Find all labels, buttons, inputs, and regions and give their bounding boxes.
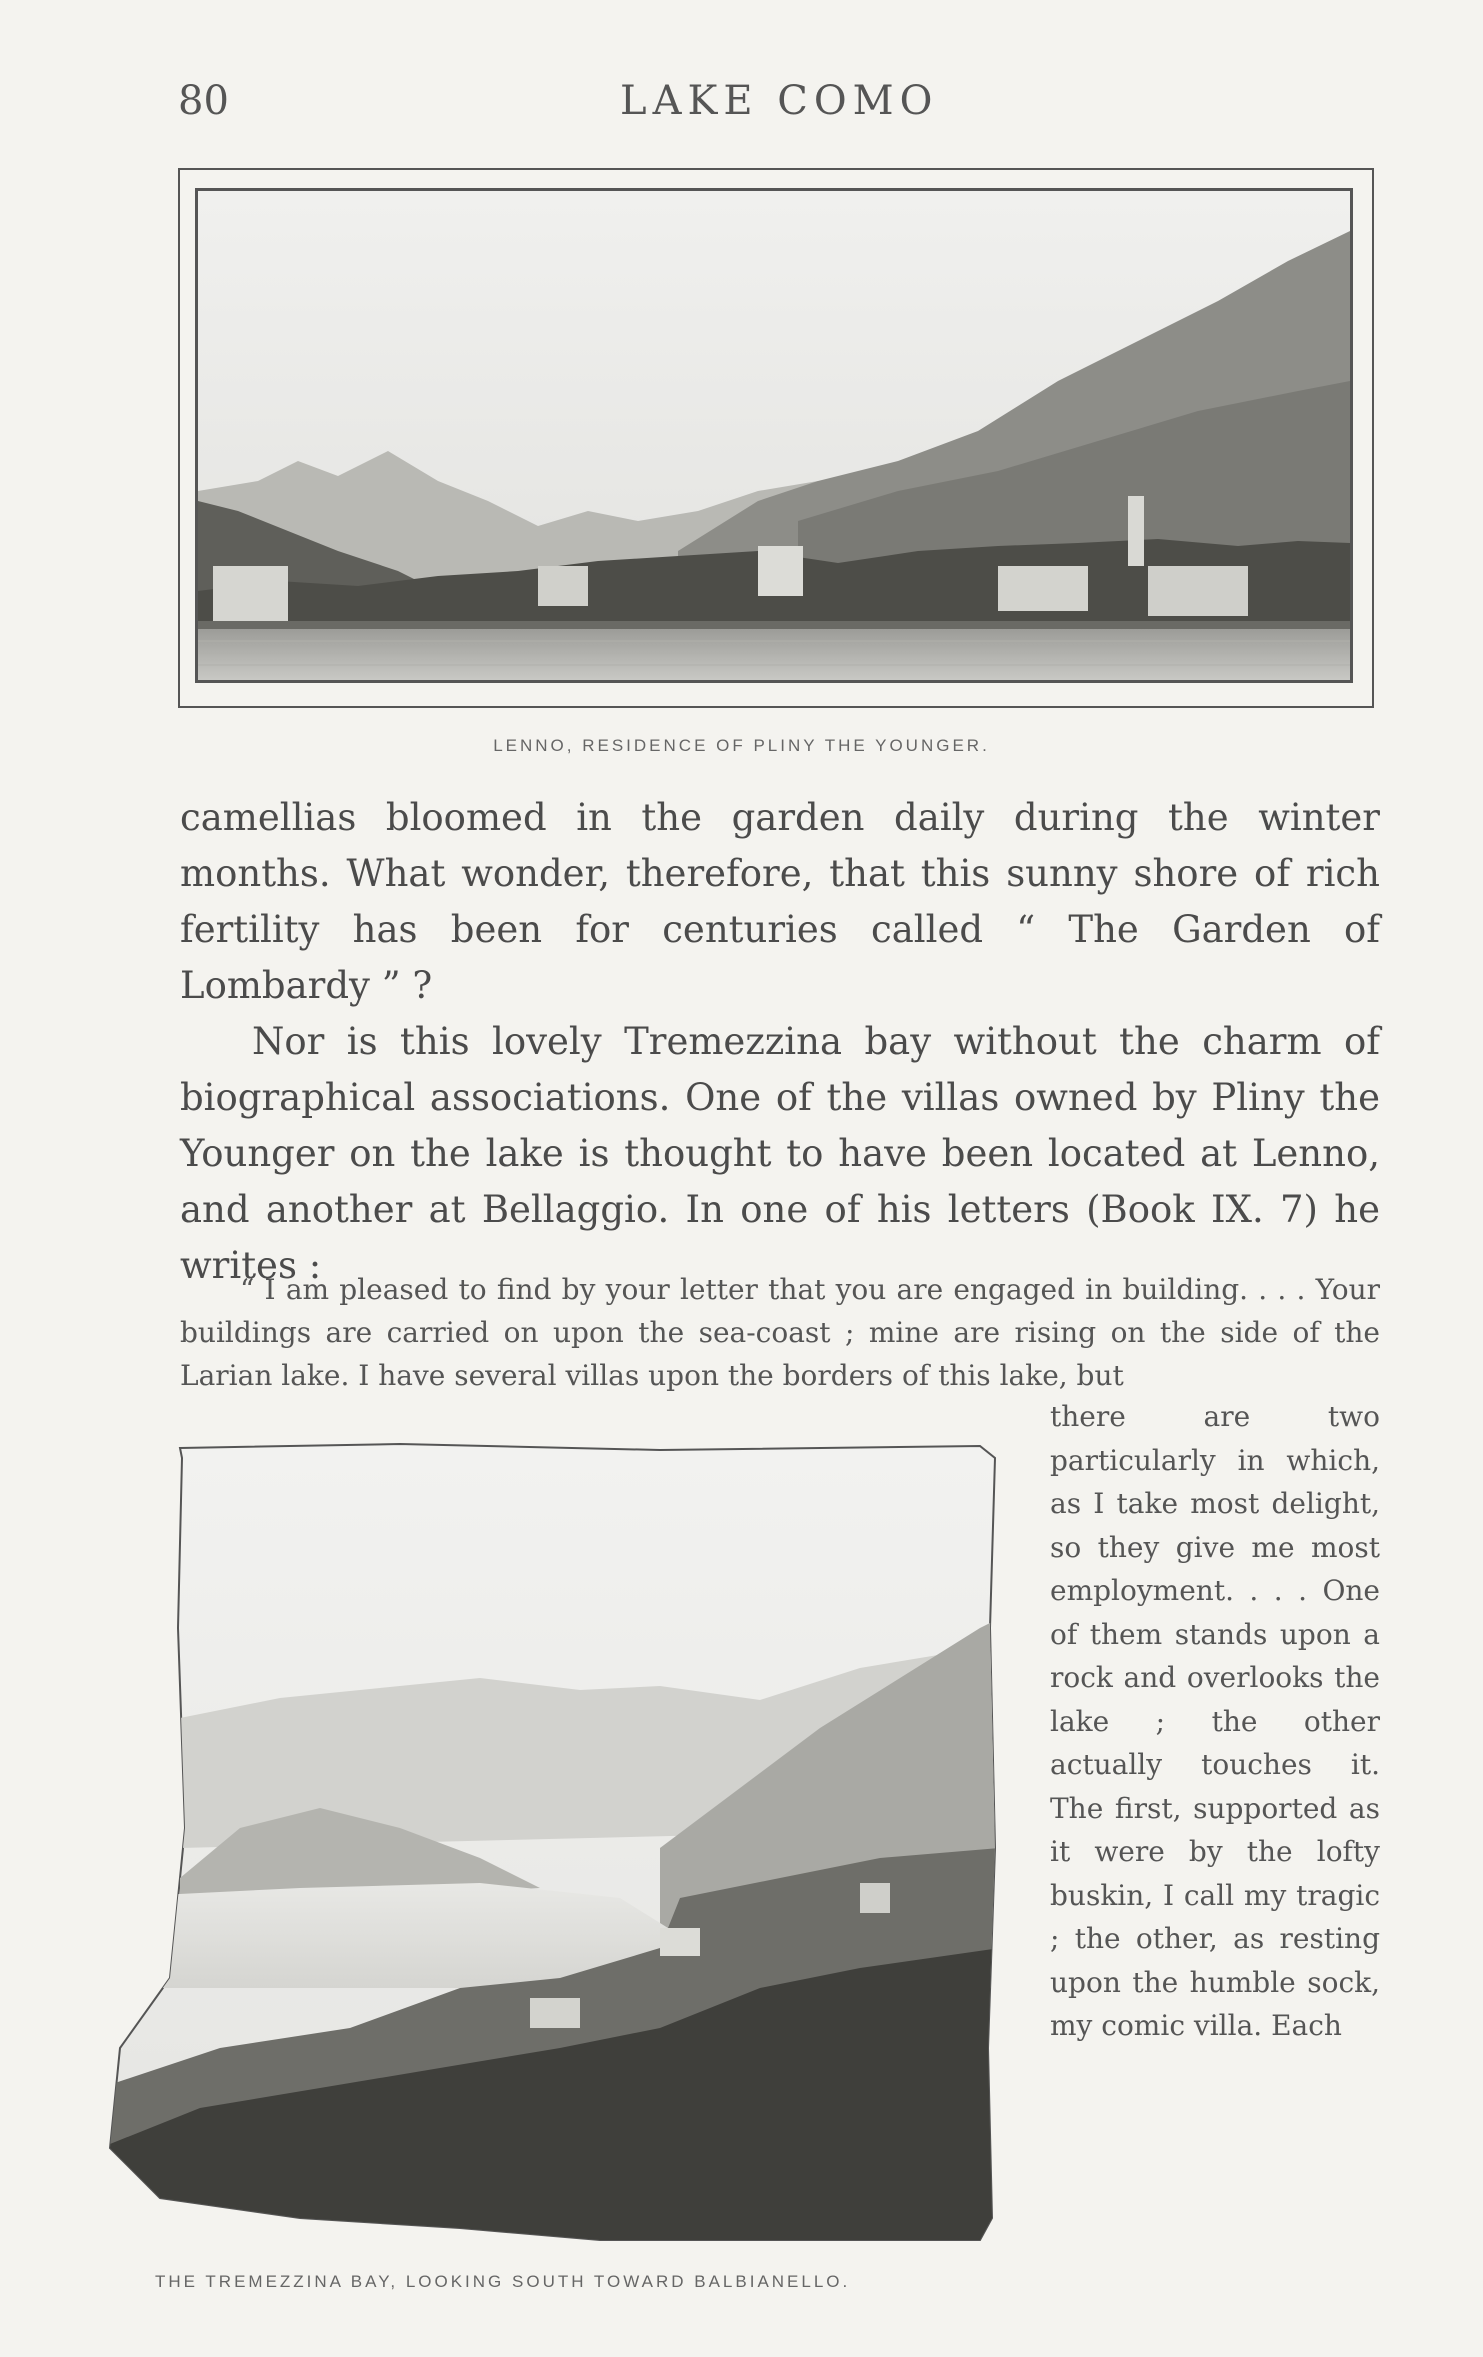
quote-lead: [180, 1268, 1380, 1397]
top-figure-caption: LENNO, RESIDENCE OF PLINY THE YOUNGER.: [493, 736, 990, 755]
bottom-figure-caption: THE TREMEZZINA BAY, LOOKING SOUTH TOWARD BALBIANELLO.: [155, 2272, 851, 2291]
paragraph-2: Nor is this lovely Tremezzina bay without the charm of biographical associations. One of the villas owned by Pliny the Younger on the lake is thought to have been located at Lenno, and another at Bellaggio. In one of his letters (Book IX. 7) he writes :: [180, 1020, 1380, 1287]
page-number: 80: [178, 78, 229, 124]
body-text: [180, 790, 1380, 1294]
quote-lead-text: “ I am pleased to find by your letter that you are engaged in building. . . . Your buildings are carried on upon the sea-coast ; mine are rising on the side of the Larian lake. I have several villas upon the borders of this lake, but: [180, 1273, 1380, 1392]
tremezzina-photo: [100, 1428, 1010, 2248]
quote-continuation: there are two particularly in which, as I take most delight, so they give me most employment. . . . One of them stands upon a rock and overlooks the lake ; the other actually touches it. The first, supported as it were by the lofty buskin, I call my tragic ; the other, as resting upon the humble sock, my comic villa. Each: [1050, 1400, 1380, 2042]
running-head: LAKE COMO: [620, 78, 939, 124]
paragraph-1: camellias bloomed in the garden daily during the winter months. What wonder, therefore, that this sunny shore of rich fertility has been for centuries called “ The Garden of Lombardy ” ?: [180, 796, 1380, 1007]
lenno-photo: [195, 188, 1353, 683]
